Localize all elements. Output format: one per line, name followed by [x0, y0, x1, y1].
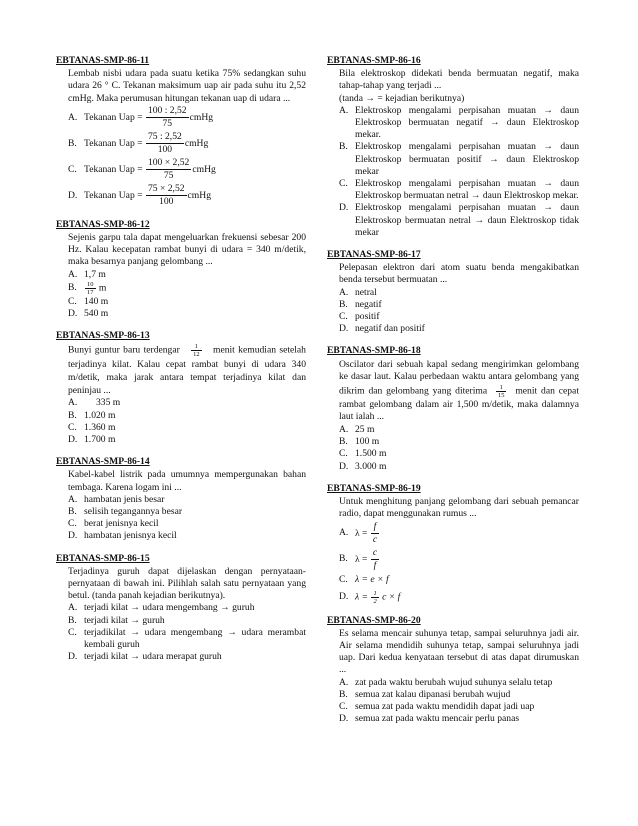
option-a — [68, 602, 306, 614]
option-text: 25 m — [355, 424, 375, 436]
option-d — [68, 651, 306, 663]
option-b — [68, 410, 306, 422]
option-label: D. — [339, 460, 349, 472]
left-column — [56, 55, 306, 674]
question-header: EBTANAS-SMP-86-11 — [56, 55, 150, 66]
option-text: Elektroskop mengalami perpisahan muatan → daun Elektroskop bermuatan negatif → daun Elektroskop mekar. — [355, 104, 579, 141]
option-label: A. — [68, 268, 78, 280]
option-text: hambatan jenis besar — [84, 493, 165, 505]
fraction-numerator: f — [371, 521, 379, 534]
option-label: D. — [68, 434, 78, 446]
option-unit: cmHg — [187, 190, 211, 202]
option-text: semua zat pada waktu mendidih dapat jadi uap — [355, 701, 535, 713]
question-header: EBTANAS-SMP-86-16 — [327, 55, 421, 66]
option-label: C. — [68, 626, 77, 638]
option-label: B. — [339, 141, 348, 153]
question-stem: Kabel-kabel listrik pada umumnya mempergunakan bahan tembaga. Karena logam ini ... — [68, 469, 306, 493]
option-prefix: λ = — [355, 591, 369, 603]
fraction-numerator: 100 : 2,52 — [146, 105, 189, 118]
option-label: C. — [339, 574, 348, 586]
option-text: terjadikilat → udara mengembang → udara merambat kembali guruh — [84, 626, 306, 651]
option-prefix: Tekanan Uap = — [84, 112, 143, 124]
option-a — [68, 269, 306, 281]
option-text: terjadi kilat → udara merapat guruh — [84, 651, 222, 663]
fraction-denominator: 100 — [159, 196, 174, 208]
option-label: C. — [68, 295, 77, 307]
option-label: A. — [339, 104, 349, 116]
fraction-denominator: c — [372, 533, 378, 545]
option-a — [339, 105, 579, 142]
option-label: D. — [68, 530, 78, 542]
option-a — [339, 677, 579, 689]
option-text: 1.500 m — [355, 448, 387, 460]
option-label: D. — [68, 651, 78, 663]
option-d — [339, 713, 579, 725]
option-label: D. — [68, 189, 78, 201]
option-text: terjadi kilat → udara mengembang → guruh — [84, 602, 255, 614]
option-text: selisih tegangannya besar — [84, 506, 183, 518]
option-b — [339, 689, 579, 701]
fraction-numerator: 1 — [191, 343, 202, 351]
fraction-numerator: c — [371, 547, 379, 560]
option-label: A. — [68, 397, 78, 409]
question-86-17 — [327, 249, 579, 335]
stem-text-before: Bunyi guntur baru terdengar — [68, 345, 180, 357]
option-text: negatif — [355, 298, 382, 310]
fraction-denominator: 75 — [162, 118, 173, 130]
question-stem: Lembab nisbi udara pada suatu ketika 75% sedangkan suhu udara 26 ° C. Tekanan maksimum uap air pada suhu itu 2,52 cmHg. Maka perumusan hitungan tekanan uap di udara ... — [68, 68, 306, 104]
question-header: EBTANAS-SMP-86-20 — [327, 614, 421, 626]
option-a — [68, 397, 306, 409]
question-stem — [339, 359, 579, 424]
option-b — [68, 615, 306, 627]
option-prefix: λ = — [355, 527, 368, 539]
fraction-denominator: 100 — [157, 144, 173, 156]
option-label: C. — [68, 163, 77, 175]
option-c — [68, 422, 306, 434]
fraction-numerator: 75 : 2,52 — [146, 131, 184, 144]
question-stem: Sejenis garpu tala dapat mengeluarkan frekuensi sebesar 200 Hz. Kalau kecepatan rambat bunyi di udara = 340 m/detik, maka besarnya panjang gelombang ... — [68, 232, 306, 268]
option-c — [68, 157, 306, 183]
option-c — [68, 627, 306, 651]
fraction-denominator: 75 — [163, 170, 174, 182]
fraction-numerator: 10 — [87, 280, 94, 288]
option-label: C. — [339, 701, 348, 713]
option-label: A. — [68, 493, 78, 505]
option-label: A. — [339, 527, 349, 539]
option-label: B. — [339, 436, 348, 448]
option-prefix: λ = — [355, 553, 368, 565]
option-formula: λ = e × f — [355, 574, 389, 586]
fraction-denominator: 2 — [373, 597, 377, 605]
option-text: berat jenisnya kecil — [84, 518, 159, 530]
question-header: EBTANAS-SMP-86-19 — [327, 482, 421, 494]
option-text: 1.020 m — [84, 409, 116, 421]
option-text: Elektroskop mengalami perpisahan muatan → daun Elektroskop bermuatan netral → daun Elektroskop mekar. — [355, 178, 579, 202]
option-text: semua zat pada waktu mencair perlu panas — [355, 713, 520, 725]
fraction-numerator: 100 × 2,52 — [146, 157, 191, 170]
option-label: D. — [339, 591, 349, 603]
option-prefix: Tekanan Uap = — [84, 164, 143, 176]
question-stem — [68, 343, 306, 397]
stem-text-before: Oscilator dari sebuah kapal sedang mengirimkan gelombang ke dasar laut. Kalau perbedaan waktu antara gelombang yang dikrim dan gelombang yang diterima — [339, 358, 579, 397]
question-header: EBTANAS-SMP-86-15 — [56, 552, 150, 564]
option-b — [339, 141, 579, 178]
option-text: 140 m — [84, 295, 109, 307]
option-d — [68, 183, 306, 209]
option-b — [68, 131, 306, 157]
question-stem: Pelepasan elektron dari atom suatu benda mengakibatkan benda tersebut bermuatan ... — [339, 262, 579, 286]
option-label: B. — [68, 614, 77, 626]
question-header: EBTANAS-SMP-86-12 — [56, 218, 150, 230]
option-d — [339, 590, 579, 605]
question-header: EBTANAS-SMP-86-14 — [56, 456, 150, 468]
fraction-denominator: 17 — [87, 288, 94, 296]
option-label: C. — [339, 448, 348, 460]
option-label: B. — [68, 409, 77, 421]
option-label: B. — [339, 298, 348, 310]
option-suffix: c × f — [382, 591, 401, 603]
option-text: 1.700 m — [84, 434, 116, 446]
stem-text-after: menit kemudian setelah terjadinya kilat. Kalau cepat rambat bunyi di udara 340 m/detik, maka jarak antara tempat terjadinya kilat dan peninjau ... — [68, 345, 306, 397]
option-text: hambatan jenisnya kecil — [84, 530, 177, 542]
option-b — [339, 436, 579, 448]
option-label: C. — [339, 178, 348, 190]
option-label: A. — [68, 602, 78, 614]
option-label: A. — [339, 424, 349, 436]
option-b — [339, 546, 579, 572]
option-label: A. — [68, 111, 78, 123]
option-text: 540 m — [84, 308, 109, 320]
option-label: B. — [339, 688, 348, 700]
fraction-denominator: f — [373, 559, 377, 571]
option-unit: cmHg — [184, 138, 209, 150]
option-label: D. — [68, 308, 78, 320]
question-header: EBTANAS-SMP-86-13 — [56, 330, 150, 342]
question-86-11 — [56, 55, 306, 209]
option-d — [339, 323, 579, 335]
question-86-16 — [327, 55, 579, 239]
question-stem: Terjadinya guruh dapat dijelaskan dengan pernyataan-pernyataan di bawah ini. Pilihlah salah satu pernyataan yang betul. (tanda panah kejadian berikutnya). — [68, 565, 306, 602]
option-text: Elektroskop mengalami perpisahan muatan → daun Elektroskop bermuatan netral → daun Elektroskop tidak mekar — [355, 202, 579, 238]
option-label: C. — [68, 518, 77, 530]
option-d — [68, 530, 306, 542]
option-label: A. — [339, 676, 349, 688]
question-86-15 — [56, 553, 306, 664]
question-header: EBTANAS-SMP-86-17 — [327, 249, 421, 261]
question-86-20 — [327, 615, 579, 726]
option-unit: cmHg — [189, 112, 214, 124]
option-a — [68, 105, 306, 131]
option-b — [339, 299, 579, 311]
option-label: C. — [339, 311, 348, 323]
option-label: B. — [339, 553, 348, 565]
option-a — [339, 424, 579, 436]
option-text: 3.000 m — [355, 460, 387, 472]
option-label: D. — [339, 323, 349, 335]
option-b — [68, 506, 306, 518]
stem-text-after: menit dan cepat rambat gelombang dalam air 1,500 m/detik, maka dalamnya laut ialah ... — [339, 385, 579, 423]
option-label: B. — [68, 282, 77, 294]
question-86-18 — [327, 345, 579, 472]
option-c — [339, 448, 579, 460]
option-unit: m — [98, 282, 107, 294]
question-stem: Es selama mencair suhunya tetap, sampai seluruhnya jadi air. Air selama mendidih suhunya tetap, sampai seluruhnya jadi uap. Dari kedua kenyataan tersebut di atas dapat dirumuskan ... — [339, 627, 579, 676]
option-text: terjadi kilat → guruh — [84, 614, 165, 626]
option-text: Elektroskop mengalami perpisahan muatan → daun Elektroskop bermuatan positif → daun Elektroskop mekar — [355, 141, 579, 177]
question-stem: Untuk menghitung panjang gelombang dari sebuah pemancar radio, dapat menggunakan rumus ... — [339, 496, 579, 520]
option-a — [339, 287, 579, 299]
fraction-denominator: 12 — [193, 351, 200, 359]
option-label: D. — [339, 202, 349, 214]
option-prefix: Tekanan Uap = — [84, 190, 143, 202]
question-stem: Bila elektroskop didekati benda bermuatan negatif, maka tahap-tahap yang terjadi ... (tanda → = kejadian berikutnya) — [339, 68, 579, 104]
option-text: positif — [355, 311, 380, 323]
right-column — [327, 55, 579, 736]
option-c — [339, 311, 579, 323]
option-c — [339, 178, 579, 202]
question-86-13 — [56, 330, 306, 446]
option-a — [339, 520, 579, 546]
fraction-numerator: 75 × 2,52 — [146, 183, 187, 196]
option-label: D. — [339, 713, 349, 725]
option-text: semua zat kalau dipanasi berubah wujud — [355, 688, 511, 700]
option-text: 1.360 m — [84, 421, 116, 433]
option-d — [68, 308, 306, 320]
option-label: B. — [68, 137, 77, 149]
option-text: zat pada waktu berubah wujud suhunya selalu tetap — [355, 676, 553, 688]
option-d — [339, 461, 579, 473]
fraction-denominator: 15 — [497, 391, 505, 399]
option-c — [68, 296, 306, 308]
option-label: A. — [339, 286, 349, 298]
option-text: 100 m — [355, 436, 380, 448]
option-prefix: Tekanan Uap = — [84, 138, 143, 150]
option-a — [68, 494, 306, 506]
option-label: C. — [68, 421, 77, 433]
option-unit: cmHg — [192, 164, 216, 176]
option-d — [339, 202, 579, 239]
option-text: negatif dan positif — [355, 323, 425, 335]
option-text: 1,7 m — [84, 268, 106, 280]
question-header: EBTANAS-SMP-86-18 — [327, 345, 421, 357]
option-d — [68, 434, 306, 446]
option-text: netral — [355, 286, 377, 298]
option-c — [339, 574, 579, 586]
fraction-numerator: 1 — [496, 384, 507, 392]
option-text: 335 m — [96, 397, 121, 409]
option-b — [68, 281, 306, 296]
question-86-19 — [327, 483, 579, 605]
option-c — [68, 518, 306, 530]
question-86-12 — [56, 219, 306, 320]
option-c — [339, 701, 579, 713]
question-86-14 — [56, 456, 306, 542]
fraction-numerator: 1 — [373, 589, 377, 597]
option-label: B. — [68, 506, 77, 518]
